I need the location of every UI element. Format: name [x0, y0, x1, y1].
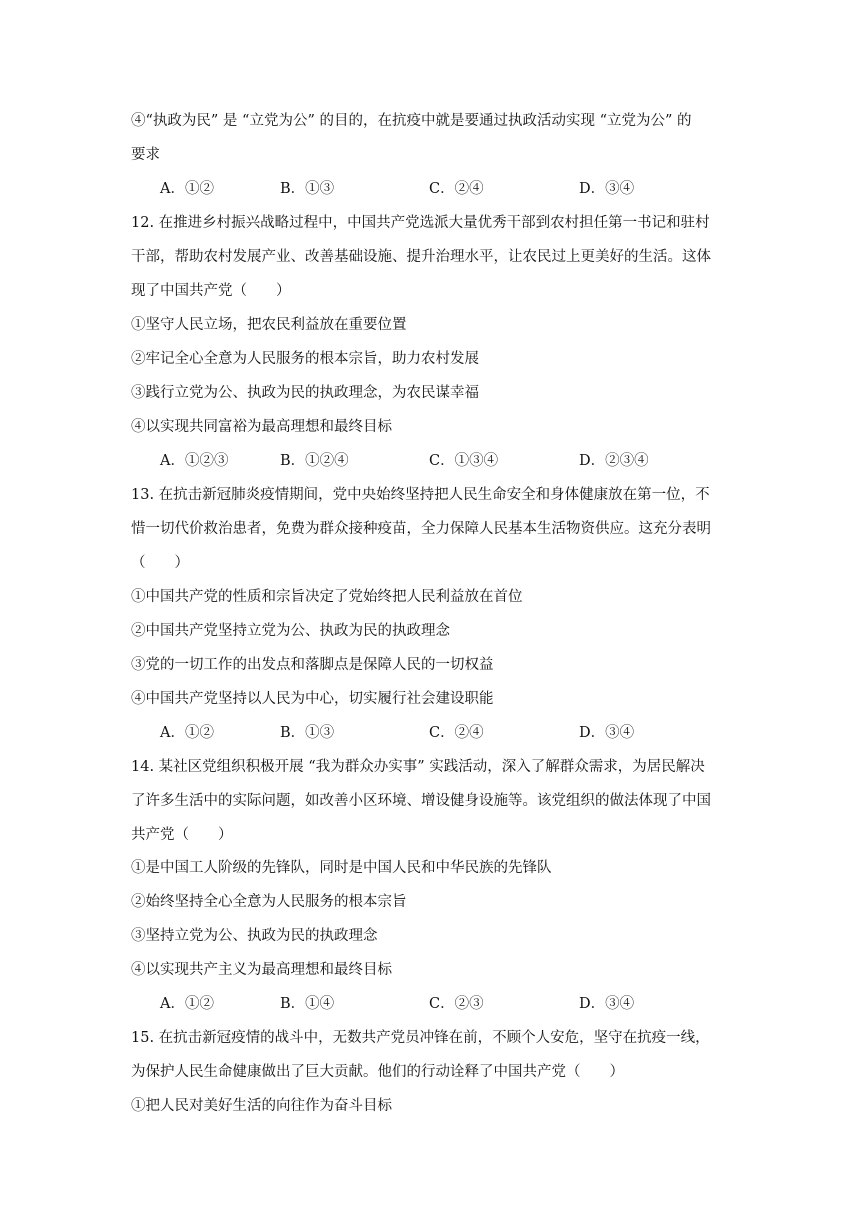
q12-item-2: ②牢记全心全意为人民服务的根本宗旨，助力农村发展	[131, 351, 479, 367]
q11-item-4-line-2: 要求	[131, 147, 160, 163]
q14-item-4: ④以实现共产主义为最高理想和最终目标	[131, 962, 392, 978]
q13-item-4: ④中国共产党坚持以人民为中心，切实履行社会建设职能	[131, 691, 494, 707]
q11-option-c[interactable]: C．②④	[429, 181, 484, 197]
q15-stem-line-1: 15. 在抗击新冠疫情的战斗中，无数共产党员冲锋在前，不顾个人安危，坚守在抗疫一线，	[131, 1030, 710, 1046]
q12-item-4: ④以实现共同富裕为最高理想和最终目标	[131, 419, 392, 435]
q14-stem-line-3: 共产党（ ）	[131, 827, 233, 843]
q14-stem-line-1: 14. 某社区党组织积极开展 “我为群众办实事” 实践活动，深入了解群众需求，为居民解决	[131, 759, 705, 775]
q14-option-c[interactable]: C．②③	[429, 996, 484, 1012]
q14-item-3: ③坚持立党为公、执政为民的执政理念	[131, 928, 378, 944]
q13-stem-line-1: 13. 在抗击新冠肺炎疫情期间，党中央始终坚持把人民生命安全和身体健康放在第一位，不	[131, 487, 710, 503]
q13-item-1: ①中国共产党的性质和宗旨决定了党始终把人民利益放在首位	[131, 589, 523, 605]
q11-item-4-line-1: ④“执政为民” 是 “立党为公” 的目的，在抗疫中就是要通过执政活动实现 “立党为公” 的	[131, 113, 692, 129]
q12-stem-line-2: 干部，帮助农村发展产业、改善基础设施、提升治理水平，让农民过上更美好的生活。这体	[131, 249, 711, 265]
q12-option-a[interactable]: A．①②③	[160, 453, 229, 469]
q12-item-3: ③践行立党为公、执政为民的执政理念，为农民谋幸福	[131, 385, 479, 401]
q11-options	[160, 179, 720, 199]
q13-item-2: ②中国共产党坚持立党为公、执政为民的执政理念	[131, 623, 450, 639]
q13-option-a[interactable]: A．①②	[160, 725, 214, 741]
q13-options	[160, 723, 720, 743]
q12-stem-line-3: 现了中国共产党（ ）	[131, 283, 291, 299]
q14-option-b[interactable]: B．①④	[280, 996, 335, 1012]
q14-item-1: ①是中国工人阶级的先锋队，同时是中国人民和中华民族的先锋队	[131, 860, 552, 876]
q13-stem-line-2: 惜一切代价救治患者，免费为群众接种疫苗，全力保障人民基本生活物资供应。这充分表明	[131, 521, 711, 537]
q12-item-1: ①坚守人民立场，把农民利益放在重要位置	[131, 317, 407, 333]
q12-option-d[interactable]: D．②③④	[579, 453, 649, 469]
q14-option-d[interactable]: D．③④	[579, 996, 635, 1012]
q11-option-b[interactable]: B．①③	[280, 181, 335, 197]
q14-options	[160, 994, 720, 1014]
q12-option-c[interactable]: C．①③④	[429, 453, 499, 469]
q13-option-b[interactable]: B．①③	[280, 725, 335, 741]
q13-option-c[interactable]: C．②④	[429, 725, 484, 741]
q12-option-b[interactable]: B．①②④	[280, 453, 349, 469]
q12-stem-line-1: 12. 在推进乡村振兴战略过程中，中国共产党选派大量优秀干部到农村担任第一书记和驻村	[131, 215, 710, 231]
q14-option-a[interactable]: A．①②	[160, 996, 214, 1012]
q13-stem-line-3: （ ）	[131, 555, 189, 571]
q11-option-d[interactable]: D．③④	[579, 181, 635, 197]
q15-stem-line-2: 为保护人民生命健康做出了巨大贡献。他们的行动诠释了中国共产党（ ）	[131, 1064, 624, 1080]
q12-options	[160, 451, 720, 471]
q14-item-2: ②始终坚持全心全意为人民服务的根本宗旨	[131, 894, 407, 910]
q11-option-a[interactable]: A．①②	[160, 181, 214, 197]
q14-stem-line-2: 了许多生活中的实际问题，如改善小区环境、增设健身设施等。该党组织的做法体现了中国	[131, 793, 711, 809]
q15-item-1: ①把人民对美好生活的向往作为奋斗目标	[131, 1098, 392, 1114]
q13-item-3: ③党的一切工作的出发点和落脚点是保障人民的一切权益	[131, 657, 494, 673]
q13-option-d[interactable]: D．③④	[579, 725, 635, 741]
